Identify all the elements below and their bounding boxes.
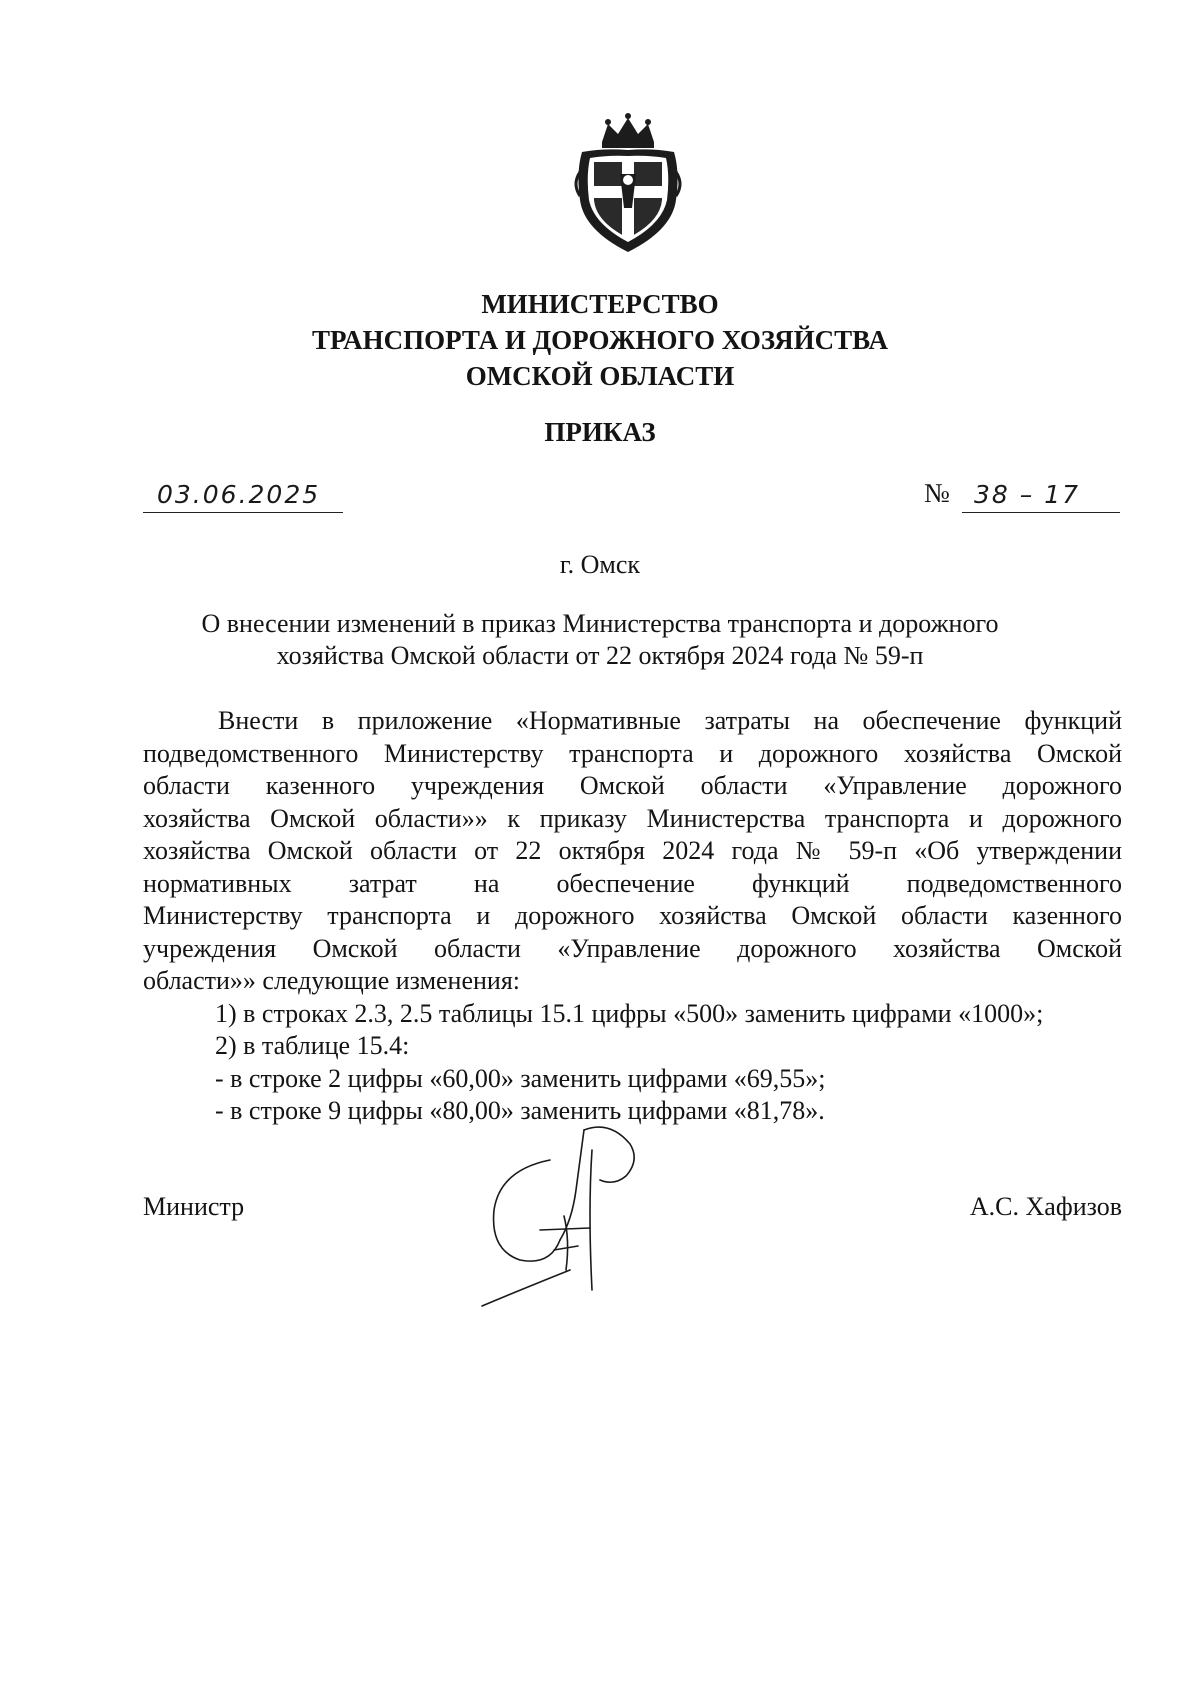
city: г. Омск: [559, 550, 641, 579]
number-field: [962, 474, 1120, 513]
document-type: ПРИКАЗ: [544, 417, 656, 447]
body-line: нормативных затрат на обеспечение функций подведомственного: [143, 868, 1122, 898]
date-field: [143, 474, 343, 513]
signer-title: Министр: [143, 1192, 245, 1221]
body-list-item: - в строке 2 цифры «60,00» заменить цифрами «69,55»;: [215, 1063, 826, 1093]
ministry-header: [0, 286, 1200, 394]
signer-name: А.С. Хафизов: [969, 1192, 1122, 1221]
body-line: области»» следующие изменения:: [143, 966, 521, 995]
body-line: учреждения Омской области «Управление дорожного хозяйства Омской: [143, 933, 1122, 963]
body-list-item: 2) в таблице 15.4:: [215, 1031, 410, 1060]
body-list-item: - в строке 9 цифры «80,00» заменить цифрами «81,78».: [215, 1096, 825, 1125]
number-label: №: [924, 478, 950, 508]
body-line: Внести в приложение «Нормативные затраты на обеспечение функций: [218, 706, 1122, 735]
body-line: хозяйства Омской области»» к приказу Министерства транспорта и дорожного: [143, 803, 1122, 833]
subject-line-2: хозяйства Омской области от 22 октября 2024 года № 59-п: [276, 641, 924, 670]
subject-line-1: О внесении изменений в приказ Министерства транспорта и дорожного: [201, 609, 999, 638]
coat-of-arms-emblem: [572, 112, 684, 256]
document-body: [143, 705, 1122, 1128]
ministry-header-line-2: ТРАНСПОРТА И ДОРОЖНОГО ХОЗЯЙСТВА: [312, 325, 888, 355]
body-list-item: 1) в строках 2.3, 2.5 таблицы 15.1 цифры «500» заменить цифрами «1000»;: [215, 998, 1044, 1028]
body-line: хозяйства Омской области от 22 октября 2024 года № 59-п «Об утверждении: [143, 836, 1122, 865]
body-line: области казенного учреждения Омской области «Управление дорожного: [143, 771, 1122, 800]
handwritten-number: 38 – 17: [974, 480, 1081, 509]
body-line: подведомственного Министерству транспорта и дорожного хозяйства Омской: [143, 738, 1122, 768]
handwritten-date: 03.06.2025: [157, 480, 321, 509]
body-line: Министерству транспорта и дорожного хозяйства Омской области казенного: [143, 901, 1122, 930]
handwritten-signature: [480, 1120, 660, 1310]
ministry-header-line-3: ОМСКОЙ ОБЛАСТИ: [465, 361, 735, 391]
document-subject: [0, 608, 1200, 672]
ministry-header-line-1: МИНИСТЕРСТВО: [481, 289, 719, 319]
